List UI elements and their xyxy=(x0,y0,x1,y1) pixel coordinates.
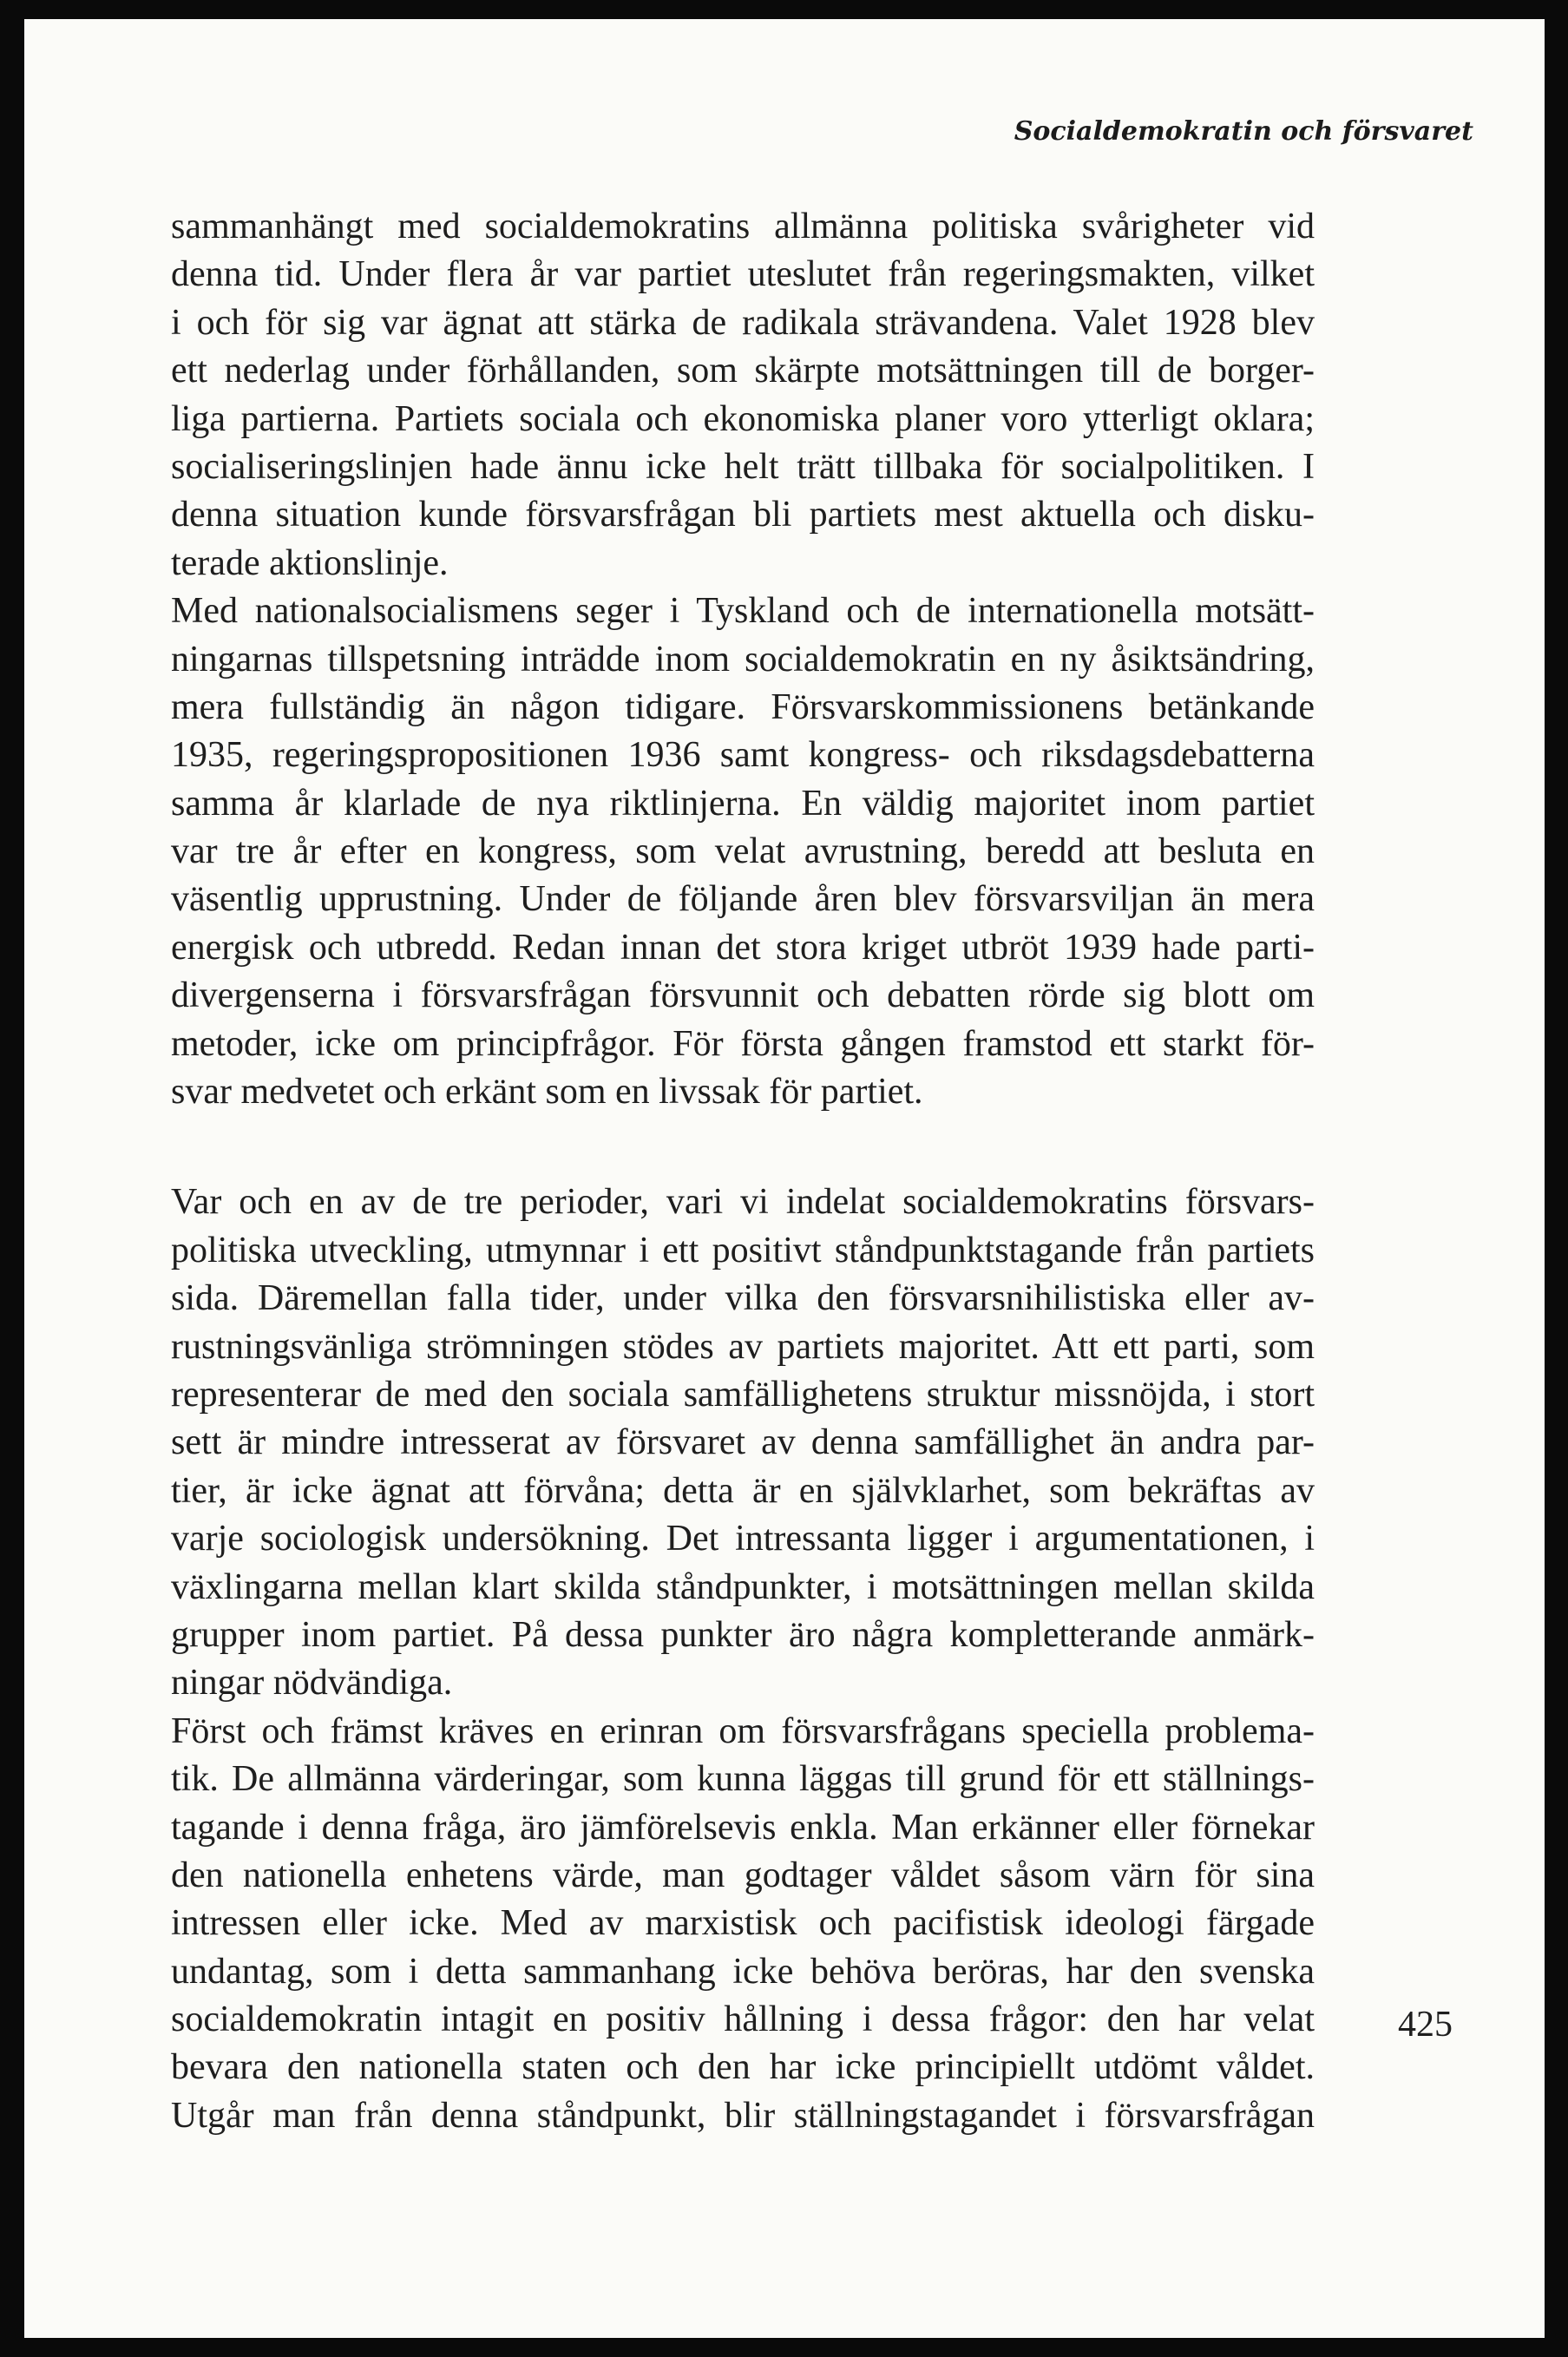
text-line: representerar de med den sociala samfällighetens struktur missnöjda, i stort xyxy=(171,1374,1315,1415)
text-line: denna situation kunde försvarsfrågan bli partiets mest aktuella och disku- xyxy=(171,495,1315,535)
text-line: politiska utveckling, utmynnar i ett positivt ståndpunktstagande från partiets xyxy=(171,1230,1315,1270)
text-line: svar medvetet och erkänt som en livssak för partiet. xyxy=(171,1072,923,1113)
page-number: 425 xyxy=(1398,2005,1453,2045)
text-line: varje sociologisk undersökning. Det intressanta ligger i argumentationen, i xyxy=(171,1519,1315,1559)
text-line: ett nederlag under förhållanden, som skärpte motsättningen till de borger- xyxy=(171,351,1315,391)
text-line: divergenserna i försvarsfrågan försvunnit och debatten rörde sig blott om xyxy=(171,975,1315,1016)
text-line: undantag, som i detta sammanhang icke behöva beröras, har den svenska xyxy=(171,1951,1315,1992)
text-line: ningarnas tillspetsning inträdde inom socialdemokratin en ny åsiktsändring, xyxy=(171,639,1315,680)
text-line: tier, är icke ägnat att förvåna; detta är en självklarhet, som bekräftas av xyxy=(171,1470,1315,1511)
running-head: Socialdemokratin och försvaret xyxy=(1014,116,1473,147)
text-line: växlingarna mellan klart skilda ståndpunkter, i motsättningen mellan skilda xyxy=(171,1566,1315,1607)
text-line: socialdemokratin intagit en positiv hållning i dessa frågor: den har velat xyxy=(171,1999,1315,2040)
text-line: 1935, regeringspropositionen 1936 samt kongress- och riksdagsdebatterna xyxy=(171,735,1315,776)
text-line: rustningsvänliga strömningen stödes av partiets majoritet. Att ett parti, som xyxy=(171,1326,1315,1367)
paragraph xyxy=(171,1178,1315,1707)
text-line: bevara den nationella staten och den har icke principiellt utdömt våldet. xyxy=(171,2047,1315,2088)
text-line: samma år klarlade de nya riktlinjerna. En väldig majoritet inom partiet xyxy=(171,783,1315,824)
text-line: Med nationalsocialismens seger i Tyskland och de internationella motsätt- xyxy=(171,591,1315,632)
text-line: ningar nödvändiga. xyxy=(171,1663,453,1704)
text-line: sett är mindre intresserat av försvaret av denna samfällighet än andra par- xyxy=(171,1422,1315,1463)
text-line: den nationella enhetens värde, man godtager våldet såsom värn för sina xyxy=(171,1855,1315,1895)
text-line: Först och främst kräves en erinran om försvarsfrågans speciella problema- xyxy=(171,1710,1315,1751)
text-line: sammanhängt med socialdemokratins allmänna politiska svårigheter vid xyxy=(171,207,1315,246)
text-line: tik. De allmänna värderingar, som kunna läggas till grund för ett ställnings- xyxy=(171,1759,1315,1800)
book-page xyxy=(24,19,1545,2338)
text-line: tagande i denna fråga, äro jämförelsevis enkla. Man erkänner eller förnekar xyxy=(171,1807,1315,1848)
text-line: energisk och utbredd. Redan innan det stora kriget utbröt 1939 hade parti- xyxy=(171,927,1315,968)
text-line: sida. Däremellan falla tider, under vilka den försvarsnihilistiska eller av- xyxy=(171,1278,1315,1319)
section-break xyxy=(171,1116,1315,1178)
paragraph xyxy=(171,203,1315,588)
paragraph xyxy=(171,588,1315,1116)
text-line: Utgår man från denna ståndpunkt, blir ställningstagandet i försvarsfrågan xyxy=(171,2095,1315,2136)
text-line: socialiseringslinjen hade ännu icke helt trätt tillbaka för socialpolitiken. I xyxy=(171,446,1315,487)
paragraph xyxy=(171,1708,1315,2141)
text-line: Var och en av de tre perioder, vari vi indelat socialdemokratins försvars- xyxy=(171,1182,1315,1223)
text-line: denna tid. Under flera år var partiet uteslutet från regeringsmakten, vilket xyxy=(171,254,1315,295)
text-line: liga partierna. Partiets sociala och ekonomiska planer voro ytterligt oklara; xyxy=(171,398,1315,439)
body-text xyxy=(171,203,1315,2140)
text-line: i och för sig var ägnat att stärka de radikala strävandena. Valet 1928 blev xyxy=(171,302,1315,343)
text-line: intressen eller icke. Med av marxistisk och pacifistisk ideologi färgade xyxy=(171,1903,1315,1944)
text-line: terade aktionslinje. xyxy=(171,542,449,583)
text-line: mera fullständig än någon tidigare. Försvarskommissionens betänkande xyxy=(171,686,1315,727)
text-line: metoder, icke om principfrågor. För första gången framstod ett starkt för- xyxy=(171,1023,1315,1064)
text-line: grupper inom partiet. På dessa punkter äro några kompletterande anmärk- xyxy=(171,1614,1315,1655)
text-line: var tre år efter en kongress, som velat avrustning, beredd att besluta en xyxy=(171,831,1315,872)
text-line: väsentlig upprustning. Under de följande åren blev försvarsviljan än mera xyxy=(171,879,1315,920)
